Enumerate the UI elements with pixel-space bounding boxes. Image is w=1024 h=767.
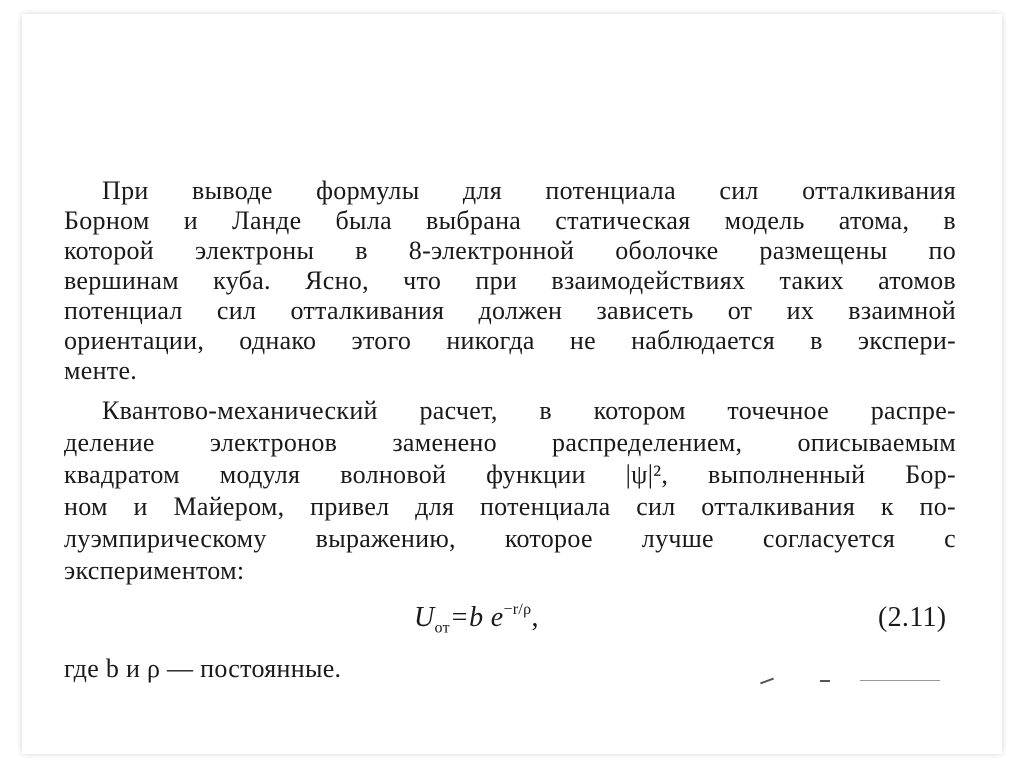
formula-lhs-subscript: от <box>434 619 450 637</box>
text-line: Борном и Ланде была выбрана статическая модель атома, в <box>64 206 956 235</box>
formula-number: (2.11) <box>878 602 947 633</box>
text-line: ном и Майером, привел для потенциала сил отталкивания к по- <box>64 492 956 521</box>
text-line: При выводе формулы для потенциала сил отталкивания <box>102 176 956 205</box>
formula-rhs: =b e <box>449 602 504 633</box>
scan-speck <box>860 680 940 681</box>
text-line: луэмпирическому выражению, которое лучше согласуется с <box>64 524 956 553</box>
formula-exponent: −r/ρ <box>503 600 532 618</box>
text-line: квадратом модуля волновой функции |ψ|², выполненный Бор- <box>64 460 956 489</box>
formula-2-11 <box>414 602 539 638</box>
text-line: которой электроны в 8-электронной оболочке размещены по <box>64 236 956 265</box>
page-frame <box>22 14 1002 754</box>
text-line: ориентации, однако этого никогда не наблюдается в экспери- <box>64 326 956 355</box>
text-line: экспериментом: <box>64 556 245 585</box>
scan-artifacts <box>760 680 960 686</box>
formula-comma: , <box>531 602 539 633</box>
closing-line: где b и ρ — постоянные. <box>64 654 342 683</box>
text-line: деление электронов заменено распределением, описываемым <box>64 428 956 457</box>
text-line: вершинам куба. Ясно, что при взаимодействиях таких атомов <box>64 266 956 295</box>
text-line: Квантово-механический расчет, в котором точечное распре- <box>102 396 956 425</box>
scan-speck <box>820 680 830 682</box>
text-line: менте. <box>64 356 138 385</box>
text-line: потенциал сил отталкивания должен зависеть от их взаимной <box>64 296 956 325</box>
formula-lhs: U <box>414 602 435 633</box>
